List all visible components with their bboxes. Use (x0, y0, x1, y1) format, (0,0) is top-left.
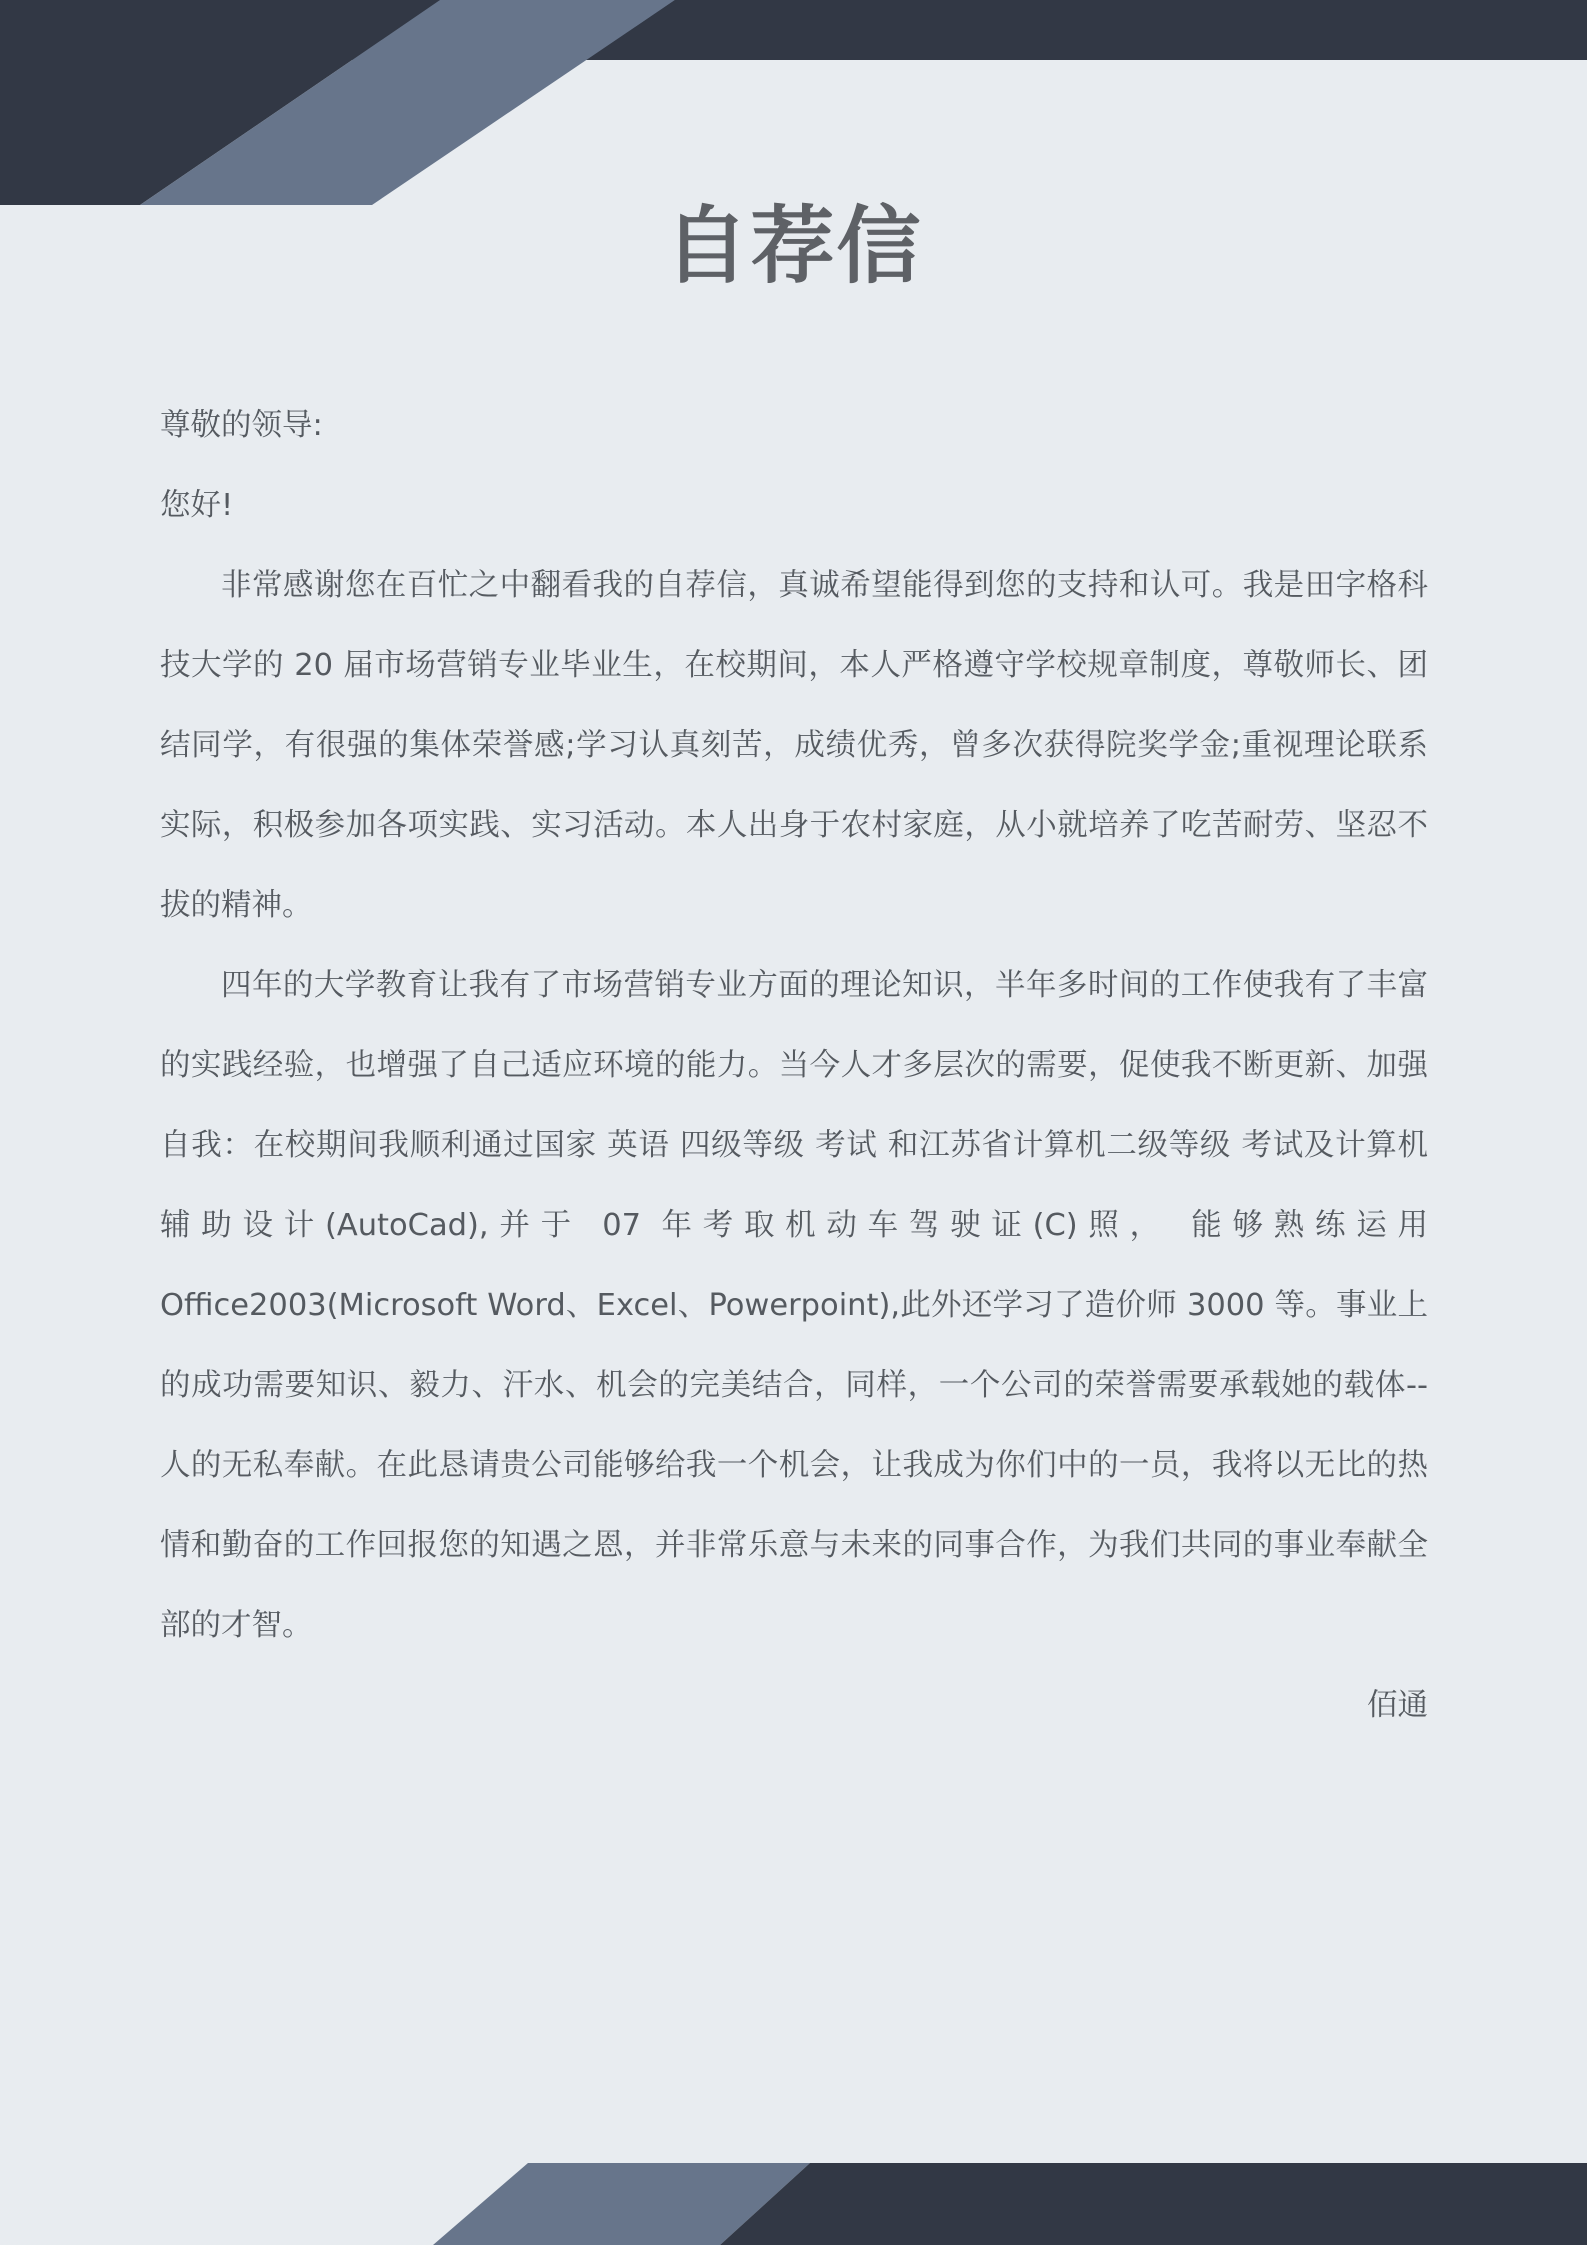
bottom-dark-band (720, 2163, 1587, 2245)
signature: 佰通 (1367, 1688, 1428, 1723)
letter-title: 自荐信 (664, 197, 923, 295)
greeting: 您好! (160, 488, 234, 523)
top-decoration (0, 0, 1587, 210)
salutation: 尊敬的领导: (160, 408, 323, 443)
paragraph-2: 四年的大学教育让我有了市场营销专业方面的理论知识，半年多时间的工作使我有了丰富的实践经验，也增强了自己适应环境的能力。当今人才多层次的需要，促使我不断更新、加强自我：在校期间我顺利通过国家 英语 四级等级 考试 和江苏省计算机二级等级 考试及计算机辅助设计(AutoCad),并于 07 年考取机动车驾驶证(C)照， 能够熟练运用Office2003(Microsoft Word、Excel、Powerpoint),此外还学习了造价师 3000 等。事业上的成功需要知识、毅力、汗水、机会的完美结合，同样，一个公司的荣誉需要承载她的载体--人的无私奉献。在此恳请贵公司能够给我一个机会，让我成为你们中的一员，我将以无比的热情和勤奋的工作回报您的知遇之恩，并非常乐意与未来的同事合作，为我们共同的事业奉献全部的才智。 (160, 968, 1428, 1643)
paragraph-1: 非常感谢您在百忙之中翻看我的自荐信，真诚希望能得到您的支持和认可。我是田字格科技大学的 20 届市场营销专业毕业生，在校期间，本人严格遵守学校规章制度，尊敬师长、团结同学，有很强的集体荣誉感;学习认真刻苦，成绩优秀，曾多次获得院奖学金;重视理论联系实际，积极参加各项实践、实习活动。本人出身于农村家庭，从小就培养了吃苦耐劳、坚忍不拔的精神。 (160, 568, 1428, 923)
letter-body (160, 386, 1428, 1746)
bottom-decoration (0, 2163, 1587, 2245)
top-light-fill (587, 0, 1587, 60)
